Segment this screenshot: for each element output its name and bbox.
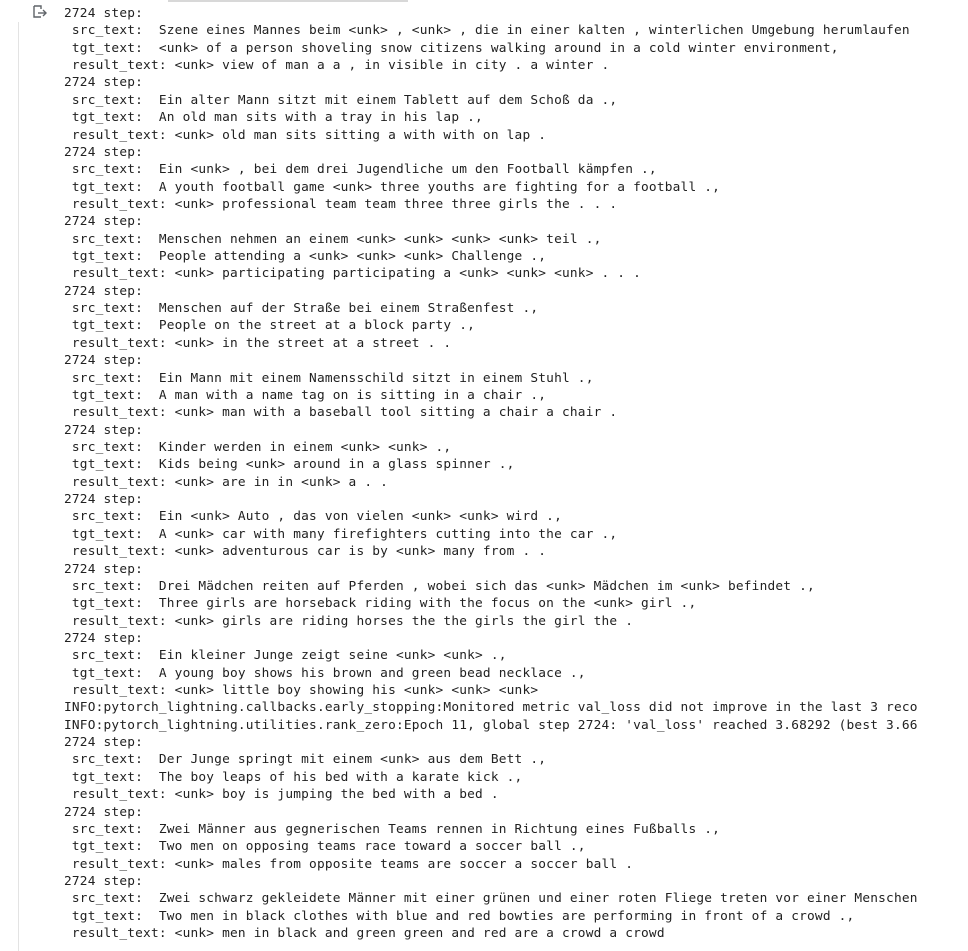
log-line: result_text: <unk> are in in <unk> a . . xyxy=(64,474,389,490)
log-line: result_text: <unk> adventurous car is by <unk> many from . . xyxy=(64,544,547,560)
log-line: 2724 step: xyxy=(64,735,144,751)
log-line: src_text: Ein <unk> Auto , das von vielen <unk> <unk> wird ., xyxy=(64,509,562,525)
clipped-previous-line xyxy=(168,0,408,2)
log-line: INFO:pytorch_lightning.callbacks.early_stopping:Monitored metric val_loss did not improve in the last 3 reco xyxy=(64,700,918,716)
log-line: src_text: Menschen nehmen an einem <unk> <unk> <unk> <unk> teil ., xyxy=(64,231,602,247)
training-log-text xyxy=(64,5,968,942)
log-line: tgt_text: A youth football game <unk> three youths are fighting for a football ., xyxy=(64,179,721,195)
log-line: src_text: Ein alter Mann sitzt mit einem Tablett auf dem Schoß da ., xyxy=(64,92,618,108)
log-line: tgt_text: A man with a name tag on is sitting in a chair ., xyxy=(64,387,547,403)
log-line: tgt_text: Three girls are horseback riding with the focus on the <unk> girl ., xyxy=(64,596,697,612)
log-line: 2724 step: xyxy=(64,144,144,160)
log-line: src_text: Menschen auf der Straße bei einem Straßenfest ., xyxy=(64,301,539,317)
log-line: src_text: Der Junge springt mit einem <unk> aus dem Bett ., xyxy=(64,752,547,768)
log-line: tgt_text: People on the street at a block party ., xyxy=(64,318,476,334)
log-line: result_text: <unk> professional team team three three girls the . . . xyxy=(64,196,618,212)
log-line: result_text: <unk> little boy showing his <unk> <unk> <unk> xyxy=(64,683,539,699)
log-line: src_text: Zwei Männer aus gegnerischen Teams rennen in Richtung eines Fußballs ., xyxy=(64,821,721,837)
log-line: 2724 step: xyxy=(64,492,144,508)
log-line: result_text: <unk> males from opposite teams are soccer a soccer ball . xyxy=(64,856,634,872)
output-gutter-divider xyxy=(18,22,19,951)
log-line: tgt_text: A <unk> car with many firefighters cutting into the car ., xyxy=(64,526,618,542)
log-line: 2724 step: xyxy=(64,353,144,369)
log-line: src_text: Szene eines Mannes beim <unk> , <unk> , die in einer kalten , winterlichen Umgebung herumlaufen xyxy=(64,23,910,39)
log-line: tgt_text: Two men on opposing teams race toward a soccer ball ., xyxy=(64,839,586,855)
log-line: tgt_text: People attending a <unk> <unk> <unk> Challenge ., xyxy=(64,249,547,265)
log-line: 2724 step: xyxy=(64,804,144,820)
log-line: 2724 step: xyxy=(64,873,144,889)
log-line: result_text: <unk> man with a baseball tool sitting a chair a chair . xyxy=(64,405,618,421)
log-line: tgt_text: The boy leaps of his bed with a karate kick ., xyxy=(64,769,523,785)
log-line: 2724 step: xyxy=(64,214,144,230)
log-line: tgt_text: Kids being <unk> around in a glass spinner ., xyxy=(64,457,515,473)
log-line: INFO:pytorch_lightning.utilities.rank_zero:Epoch 11, global step 2724: 'val_loss' reached 3.68292 (best 3.66 xyxy=(64,717,918,733)
log-line: tgt_text: A young boy shows his brown and green bead necklace ., xyxy=(64,665,586,681)
log-line: result_text: <unk> men in black and green green and red are a crowd a crowd xyxy=(64,926,665,942)
log-line: 2724 step: xyxy=(64,422,144,438)
log-line: tgt_text: Two men in black clothes with blue and red bowties are performing in front of a crowd ., xyxy=(64,908,855,924)
log-line: result_text: <unk> in the street at a street . . xyxy=(64,335,452,351)
log-line: result_text: <unk> old man sits sitting a with with on lap . xyxy=(64,127,547,143)
log-line: tgt_text: An old man sits with a tray in his lap ., xyxy=(64,110,483,126)
log-line: 2724 step: xyxy=(64,6,144,21)
output-arrow-icon[interactable] xyxy=(32,4,48,20)
log-line: tgt_text: <unk> of a person shoveling snow citizens walking around in a cold winter environment, xyxy=(64,40,839,56)
log-line: src_text: Kinder werden in einem <unk> <unk> ., xyxy=(64,439,452,455)
log-line: result_text: <unk> boy is jumping the bed with a bed . xyxy=(64,787,499,803)
log-line: src_text: Zwei schwarz gekleidete Männer mit einer grünen und einer roten Fliege treten vor einer Menschen xyxy=(64,891,918,907)
log-line: result_text: <unk> view of man a a , in visible in city . a winter . xyxy=(64,58,610,74)
log-line: src_text: Ein kleiner Junge zeigt seine <unk> <unk> ., xyxy=(64,648,507,664)
log-line: src_text: Ein <unk> , bei dem drei Jugendliche um den Football kämpfen ., xyxy=(64,162,657,178)
log-line: result_text: <unk> girls are riding horses the the girls the girl the . xyxy=(64,613,634,629)
log-line: result_text: <unk> participating participating a <unk> <unk> <unk> . . . xyxy=(64,266,642,282)
log-line: 2724 step: xyxy=(64,561,144,577)
log-line: 2724 step: xyxy=(64,630,144,646)
log-line: src_text: Ein Mann mit einem Namensschild sitzt in einem Stuhl ., xyxy=(64,370,594,386)
log-line: src_text: Drei Mädchen reiten auf Pferden , wobei sich das <unk> Mädchen im <unk> befindet ., xyxy=(64,578,815,594)
log-line: 2724 step: xyxy=(64,283,144,299)
log-line: 2724 step: xyxy=(64,75,144,91)
